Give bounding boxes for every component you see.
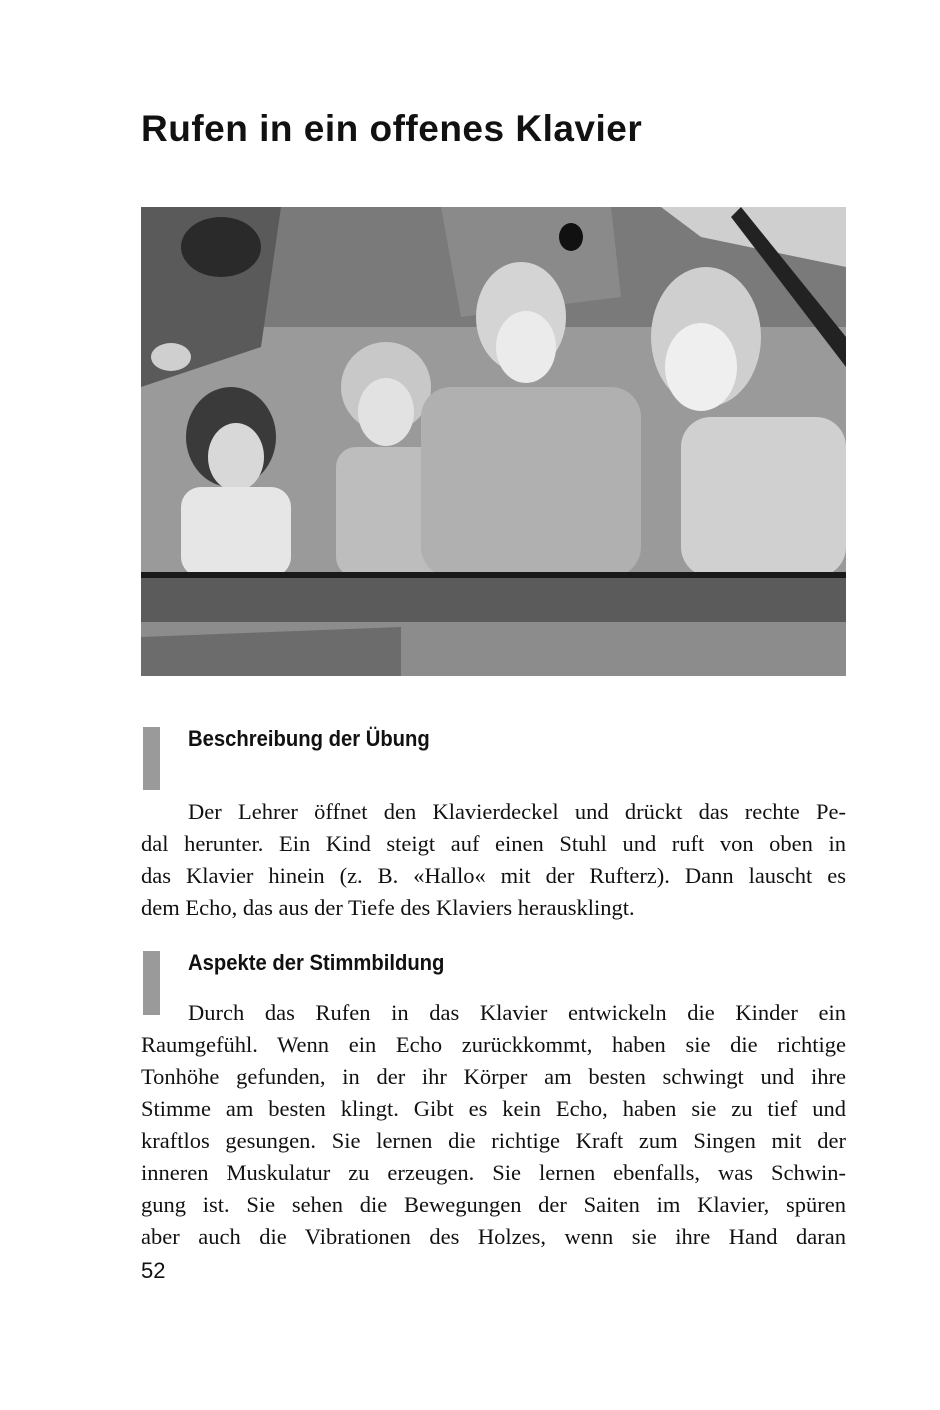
body-text-line: aber auch die Vibrationen des Holzes, wenn sie ihre Hand daran [141,1224,846,1249]
page-number: 52 [141,1258,166,1283]
section-marker-bar [143,727,160,790]
body-text-line: Tonhöhe gefunden, in der ihr Körper am besten schwingt und ihre [141,1064,846,1089]
body-text-line: kraftlos gesungen. Sie lernen die richtige Kraft zum Singen mit der [141,1128,846,1153]
section-heading: Beschreibung der Übung [188,726,430,751]
page-title: Rufen in ein offenes Klavier [141,108,643,149]
body-text-line: Der Lehrer öffnet den Klavierdeckel und drückt das rechte Pe- [188,799,846,824]
body-text-line: inneren Muskulatur zu erzeugen. Sie lernen ebenfalls, was Schwin- [141,1160,846,1185]
body-text-line: Raumgefühl. Wenn ein Echo zurückkommt, haben sie die richtige [141,1032,846,1057]
body-text-line: Stimme am besten klingt. Gibt es kein Echo, haben sie zu tief und [141,1096,846,1121]
section-marker-bar [143,951,160,1015]
body-text-line: dal herunter. Ein Kind steigt auf einen Stuhl und ruft von oben in [141,831,846,856]
body-text-line: gung ist. Sie sehen die Bewegungen der Saiten im Klavier, spüren [141,1192,846,1217]
body-text-line: Durch das Rufen in das Klavier entwickeln die Kinder ein [188,1000,846,1025]
section-heading: Aspekte der Stimmbildung [188,950,445,975]
photo-children-piano [141,207,846,676]
body-text-line: das Klavier hinein (z. B. «Hallo« mit der Rufterz). Dann lauscht es [141,863,846,888]
body-text-line: dem Echo, das aus der Tiefe des Klaviers herausklingt. [141,895,635,920]
